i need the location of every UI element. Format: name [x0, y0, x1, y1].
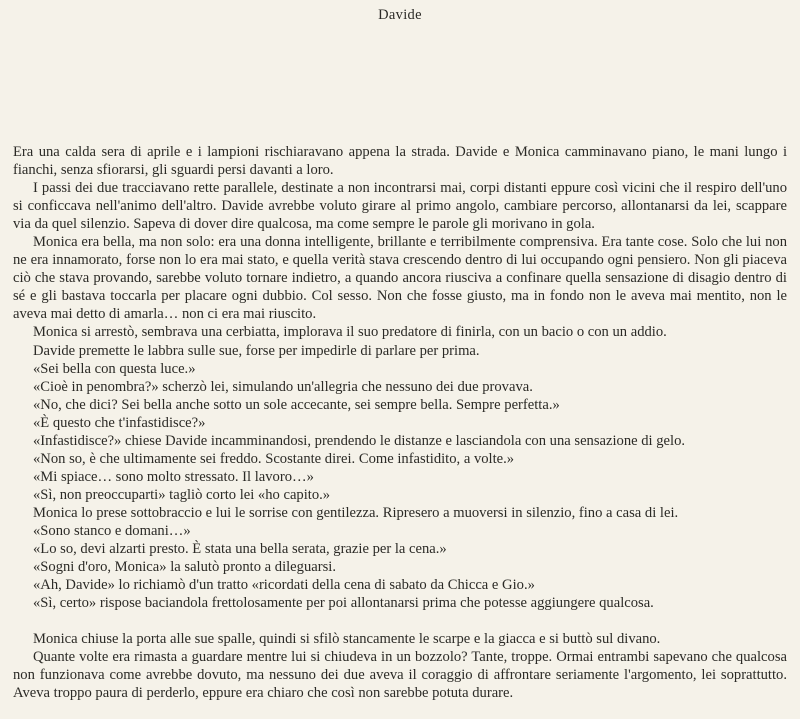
dialogue-line: «No, che dici? Sei bella anche sotto un sole accecante, sei sempre bella. Sempre perfetta.» — [33, 396, 560, 413]
document-body — [13, 143, 787, 702]
dialogue-line: «Sì, certo» rispose baciandola frettolosamente per poi allontanarsi prima che potesse aggiungere qualcosa. — [33, 595, 654, 612]
dialogue-line: «Ah, Davide» lo richiamò d'un tratto «ricordati della cena di sabato da Chicca e Gio.» — [33, 577, 535, 594]
paragraph: Davide premette le labbra sulle sue, forse per impedirle di parlare per prima. — [33, 342, 480, 359]
dialogue-line: «Infastidisce?» chiese Davide incamminandosi, prendendo le distanze e lasciandola con una sensazione di gelo. — [33, 432, 686, 449]
dialogue-line: «Lo so, devi alzarti presto. È stata una bella serata, grazie per la cena.» — [33, 541, 447, 558]
paragraph: Monica chiuse la porta alle sue spalle, quindi si sfilò stancamente le scarpe e la giacca e si buttò sul divano. — [33, 631, 661, 648]
paragraph: Monica si arrestò, sembrava una cerbiatta, implorava il suo predatore di finirla, con un bacio o con un addio. — [33, 324, 667, 341]
paragraph: I passi dei due tracciavano rette parallele, destinate a non incontrarsi mai, corpi distanti eppure così vicini che il respiro dell'uno si conficcava nell'animo dell'altro. Davide avrebbe voluto girare al primo angolo, cambiare percorso, allontanarsi da lei, scappare via da quel silenzio. Sapeva di dover dire qualcosa, ma come sempre le parole gli morivano in gola. — [13, 180, 787, 233]
dialogue-line: «Cioè in penombra?» scherzò lei, simulando un'allegria che nessuno dei due provava. — [33, 378, 533, 395]
dialogue-line: «È questo che t'infastidisce?» — [33, 414, 206, 431]
paragraph-spacer — [13, 612, 787, 630]
dialogue-line: «Sei bella con questa luce.» — [33, 360, 196, 377]
dialogue-line: «Mi spiace… sono molto stressato. Il lavoro…» — [33, 468, 314, 485]
dialogue-line: «Sono stanco e domani…» — [33, 522, 191, 539]
dialogue-line: «Sì, non preoccuparti» tagliò corto lei «ho capito.» — [33, 486, 331, 503]
page-title: Davide — [378, 7, 422, 23]
paragraph: Monica era bella, ma non solo: era una donna intelligente, brillante e terribilmente comprensiva. Era tante cose. Solo che lui non ne era innamorato, forse non lo era mai stato, e quella verità stava crescendo dentro di lui occupando ogni pensiero. Non gli piaceva ciò che stava provando, sarebbe voluto tornare indietro, a quando ancora riusciva a confinare quella sensazione di disagio dentro di sé e gli bastava toccarla per placare ogni dubbio. Col sesso. Non che fosse giusto, ma in fondo non le aveva mai mentito, non le aveva mai detto di amarla… non ci era mai riuscito. — [13, 234, 787, 323]
dialogue-line: «Non so, è che ultimamente sei freddo. Scostante direi. Come infastidito, a volte.» — [33, 450, 515, 467]
dialogue-line: «Sogni d'oro, Monica» la salutò pronto a dileguarsi. — [33, 559, 336, 576]
paragraph: Era una calda sera di aprile e i lampioni rischiaravano appena la strada. Davide e Monica camminavano piano, le mani lungo i fianchi, senza sfiorarsi, gli sguardi persi davanti a loro. — [13, 144, 787, 179]
paragraph: Monica lo prese sottobraccio e lui le sorrise con gentilezza. Ripresero a muoversi in silenzio, fino a casa di lei. — [33, 504, 679, 521]
paragraph: Quante volte era rimasta a guardare mentre lui si chiudeva in un bozzolo? Tante, troppe. Ormai entrambi sapevano che qualcosa non funzionava come avrebbe dovuto, ma nessuno dei due aveva il coraggio di affrontare seriamente l'argomento, lei soprattutto. Aveva troppo paura di perderlo, eppure era chiaro che così non sarebbe potuta durare. — [13, 649, 787, 702]
